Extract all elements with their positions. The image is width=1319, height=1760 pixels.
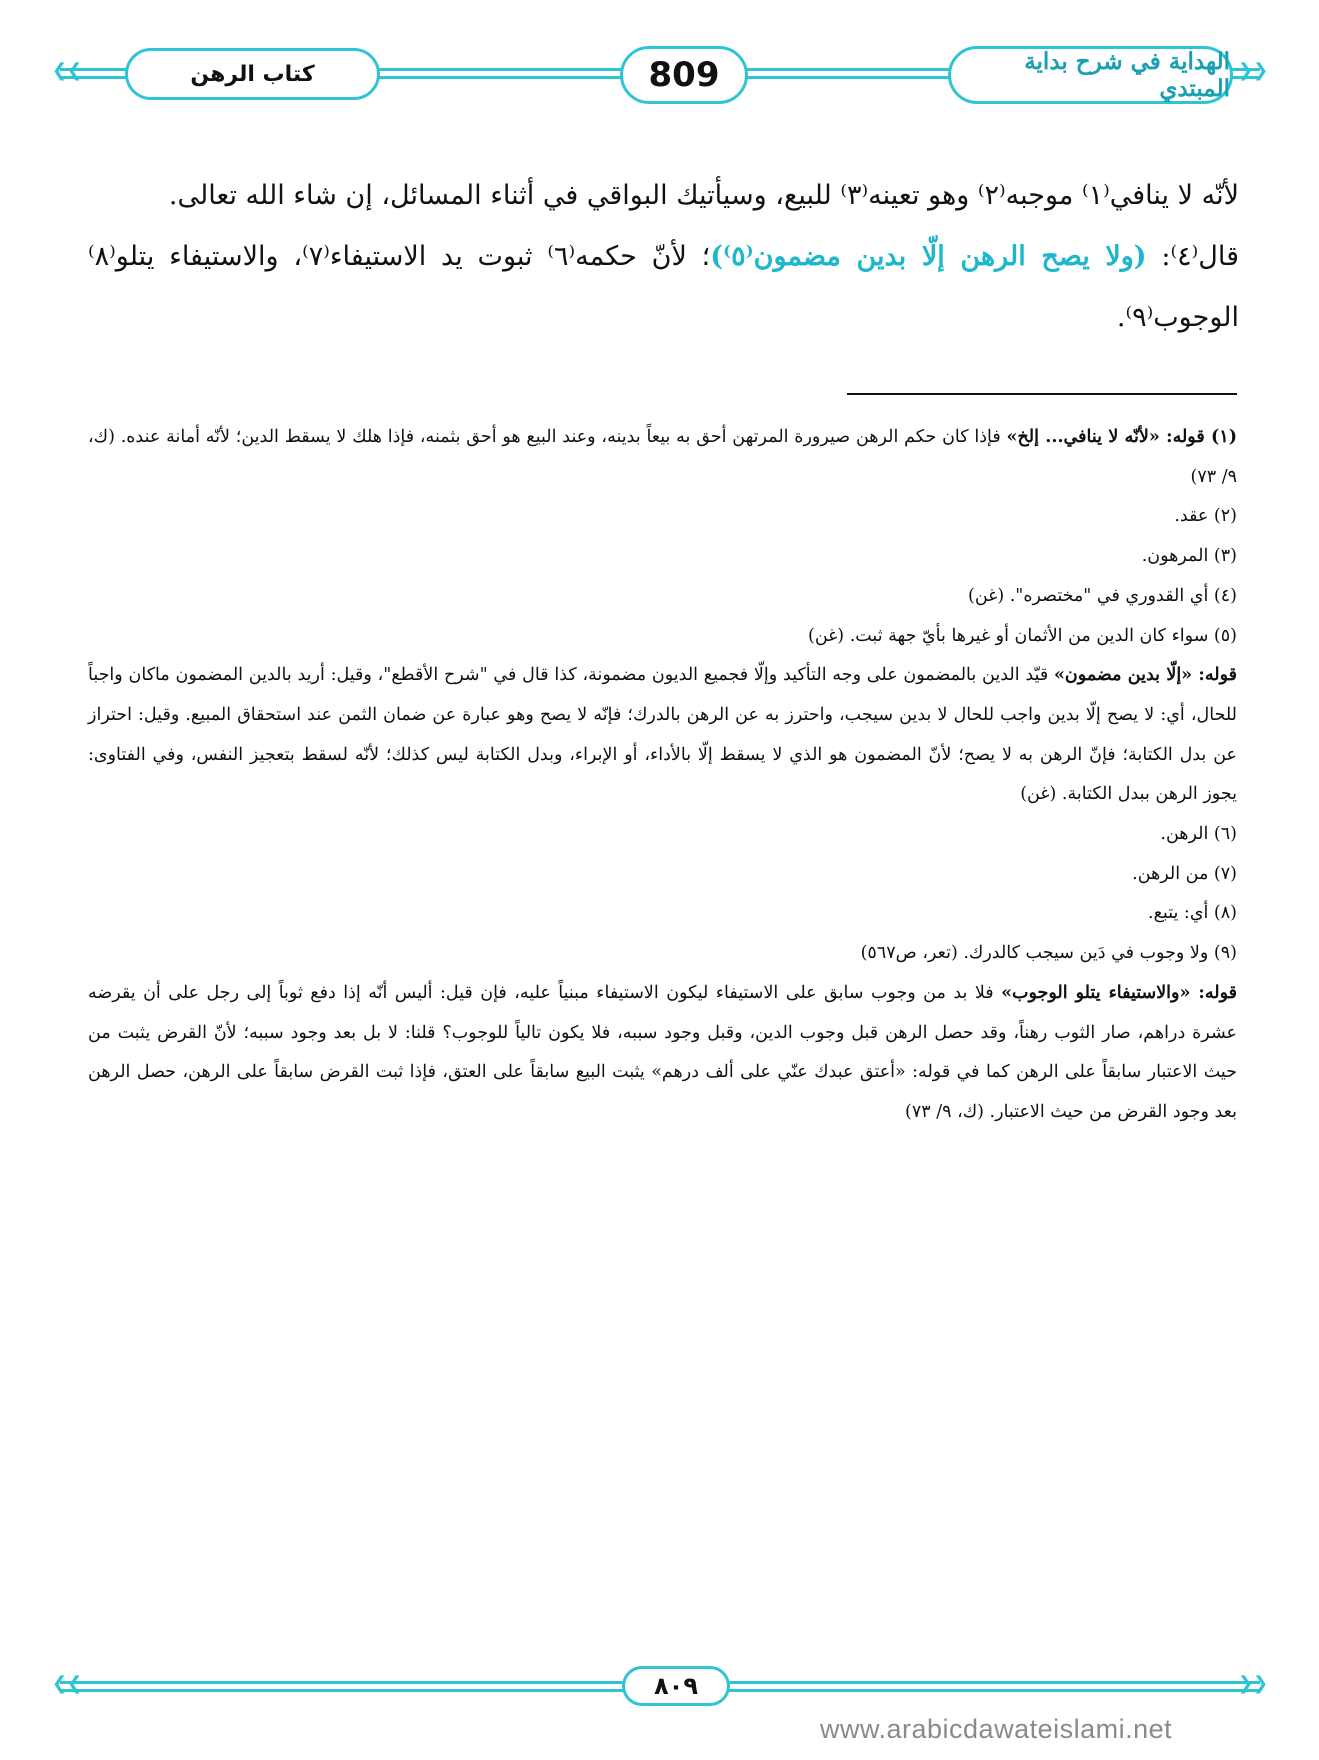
footnote-8: (٨) أي: يتبع. <box>1148 903 1237 924</box>
footnote-1 <box>88 418 1237 497</box>
footnote-7: (٧) من الرهن. <box>1132 863 1237 884</box>
footnote-6: (٦) الرهن. <box>1160 824 1237 845</box>
header-ornament-left-icon: ❮❮ <box>52 60 83 81</box>
footnote-separator <box>847 393 1237 395</box>
commentary-2-label: قوله: «والاستيفاء يتلو الوجوب» <box>1001 982 1238 1003</box>
footnote-9: (٩) ولا وجوب في دَين سيجب كالدرك. (تعر، ص٥٦٧) <box>860 943 1237 964</box>
commentary-2 <box>88 974 1237 1133</box>
main-p2-highlight: (ولا يصح الرهن إلّا بدين مضمون⁽٥⁾) <box>710 241 1147 272</box>
footer-ornament-left-icon: ❮❮ <box>52 1673 83 1694</box>
footer-page-number: ٨٠٩ <box>654 1672 698 1700</box>
footnote-2: (٢) عقد. <box>1174 506 1237 527</box>
main-line-1: لأنّه لا ينافي⁽١⁾ موجبه⁽٢⁾ وهو تعينه⁽٣⁾ للبيع، وسيأتيك البواقي في أثناء المسائل، إن شاء الله تعالى. <box>168 180 1239 211</box>
commentary-1 <box>88 656 1237 815</box>
footnote-1-text: فإذا كان حكم الرهن صيرورة المرتهن أحق به بيعاً بدينه، وعند البيع هو أحق بثمنه، فإذا هلك لا يسقط الدين؛ لأنّه أمانة عنده. (ك، ٩/ ٧٣) <box>88 427 1237 487</box>
main-p2-start: قال⁽٤⁾: <box>1146 241 1240 272</box>
page-number-box <box>620 46 748 104</box>
main-p2-end: ؛ لأنّ حكمه⁽٦⁾ ثبوت يد الاستيفاء⁽٧⁾، والاستيفاء يتلو⁽٨⁾ الوجوب⁽٩⁾. <box>88 241 1239 333</box>
page-number: 809 <box>648 55 720 95</box>
section-title-box <box>125 48 380 100</box>
footer-ornament-right-icon: ❯❯ <box>1238 1673 1269 1694</box>
footnote-1-label: (١) قوله: «لأنّه لا ينافي... إلخ» <box>1006 427 1237 447</box>
book-title: الهداية في شرح بداية المبتدي <box>1024 48 1230 102</box>
footnotes <box>88 418 1237 1133</box>
main-text <box>88 165 1239 348</box>
section-title: كتاب الرهن <box>190 61 315 87</box>
commentary-1-text: قيّد الدين بالمضمون على وجه التأكيد وإلّا فجميع الديون مضمونة، كذا قال في "شرح الأقطع"، وقيل: أريد بالدين المضمون ماكان واجباً للحال، أي: لا يصح إلّا بدين واجب للحال لا بدين سيجب، واحترز به عن الرهن بالدرك؛ فإنّه لا يصح وهو عبارة عن ضمان الثمن عند استحقاق المبيع. وقيل: احتراز عن بدل الكتابة؛ فإنّ الرهن به لا يصح؛ لأنّ المضمون هو الذي لا يسقط إلّا بالأداء، أو الإبراء، وبدل الكتابة ليس كذلك؛ لأنّه لسقط بتعجيز النفس، وفي الفتاوى: يجوز الرهن ببدل الكتابة. (غن) <box>88 665 1237 805</box>
footnote-4: (٤) أي القدوري في "مختصره". (غن) <box>968 585 1237 606</box>
footer-page-number-box <box>622 1666 730 1706</box>
footnote-5: (٥) سواء كان الدين من الأثمان أو غيرها بأيّ جهة ثبت. (غن) <box>808 625 1237 646</box>
commentary-1-label: قوله: «إلّا بدين مضمون» <box>1053 665 1238 686</box>
footnote-3: (٣) المرهون. <box>1141 546 1237 567</box>
main-paragraph-2 <box>88 226 1239 348</box>
website-url: www.arabicdawateislami.net <box>820 1714 1173 1744</box>
commentary-2-text: فلا بد من وجوب سابق على الاستيفاء ليكون الاستيفاء مبنياً عليه، فإن قيل: أليس أنّه إذا دفع ثوباً إلى رجل على أن يقرضه عشرة دراهم، صار الثوب رهناً، وقد حصل الرهن قبل وجوب الدين، وقبل وجود سببه، فلا يكون تالياً للوجوب؟ قلنا: لا بل بعد وجود سببه؛ لأنّ القرض يثبت من حيث الاعتبار سابقاً على الرهن كما في قوله: «أعتق عبدك عنّي على ألف درهم» يثبت البيع سابقاً على العتق، فإذا ثبت القرض سابقاً على الرهن، حصل الرهن بعد وجود القرض من حيث الاعتبار. (ك، ٩/ ٧٣) <box>88 982 1237 1122</box>
header-ornament-right-icon: ❯❯ <box>1238 60 1269 81</box>
book-title-box <box>948 46 1233 104</box>
